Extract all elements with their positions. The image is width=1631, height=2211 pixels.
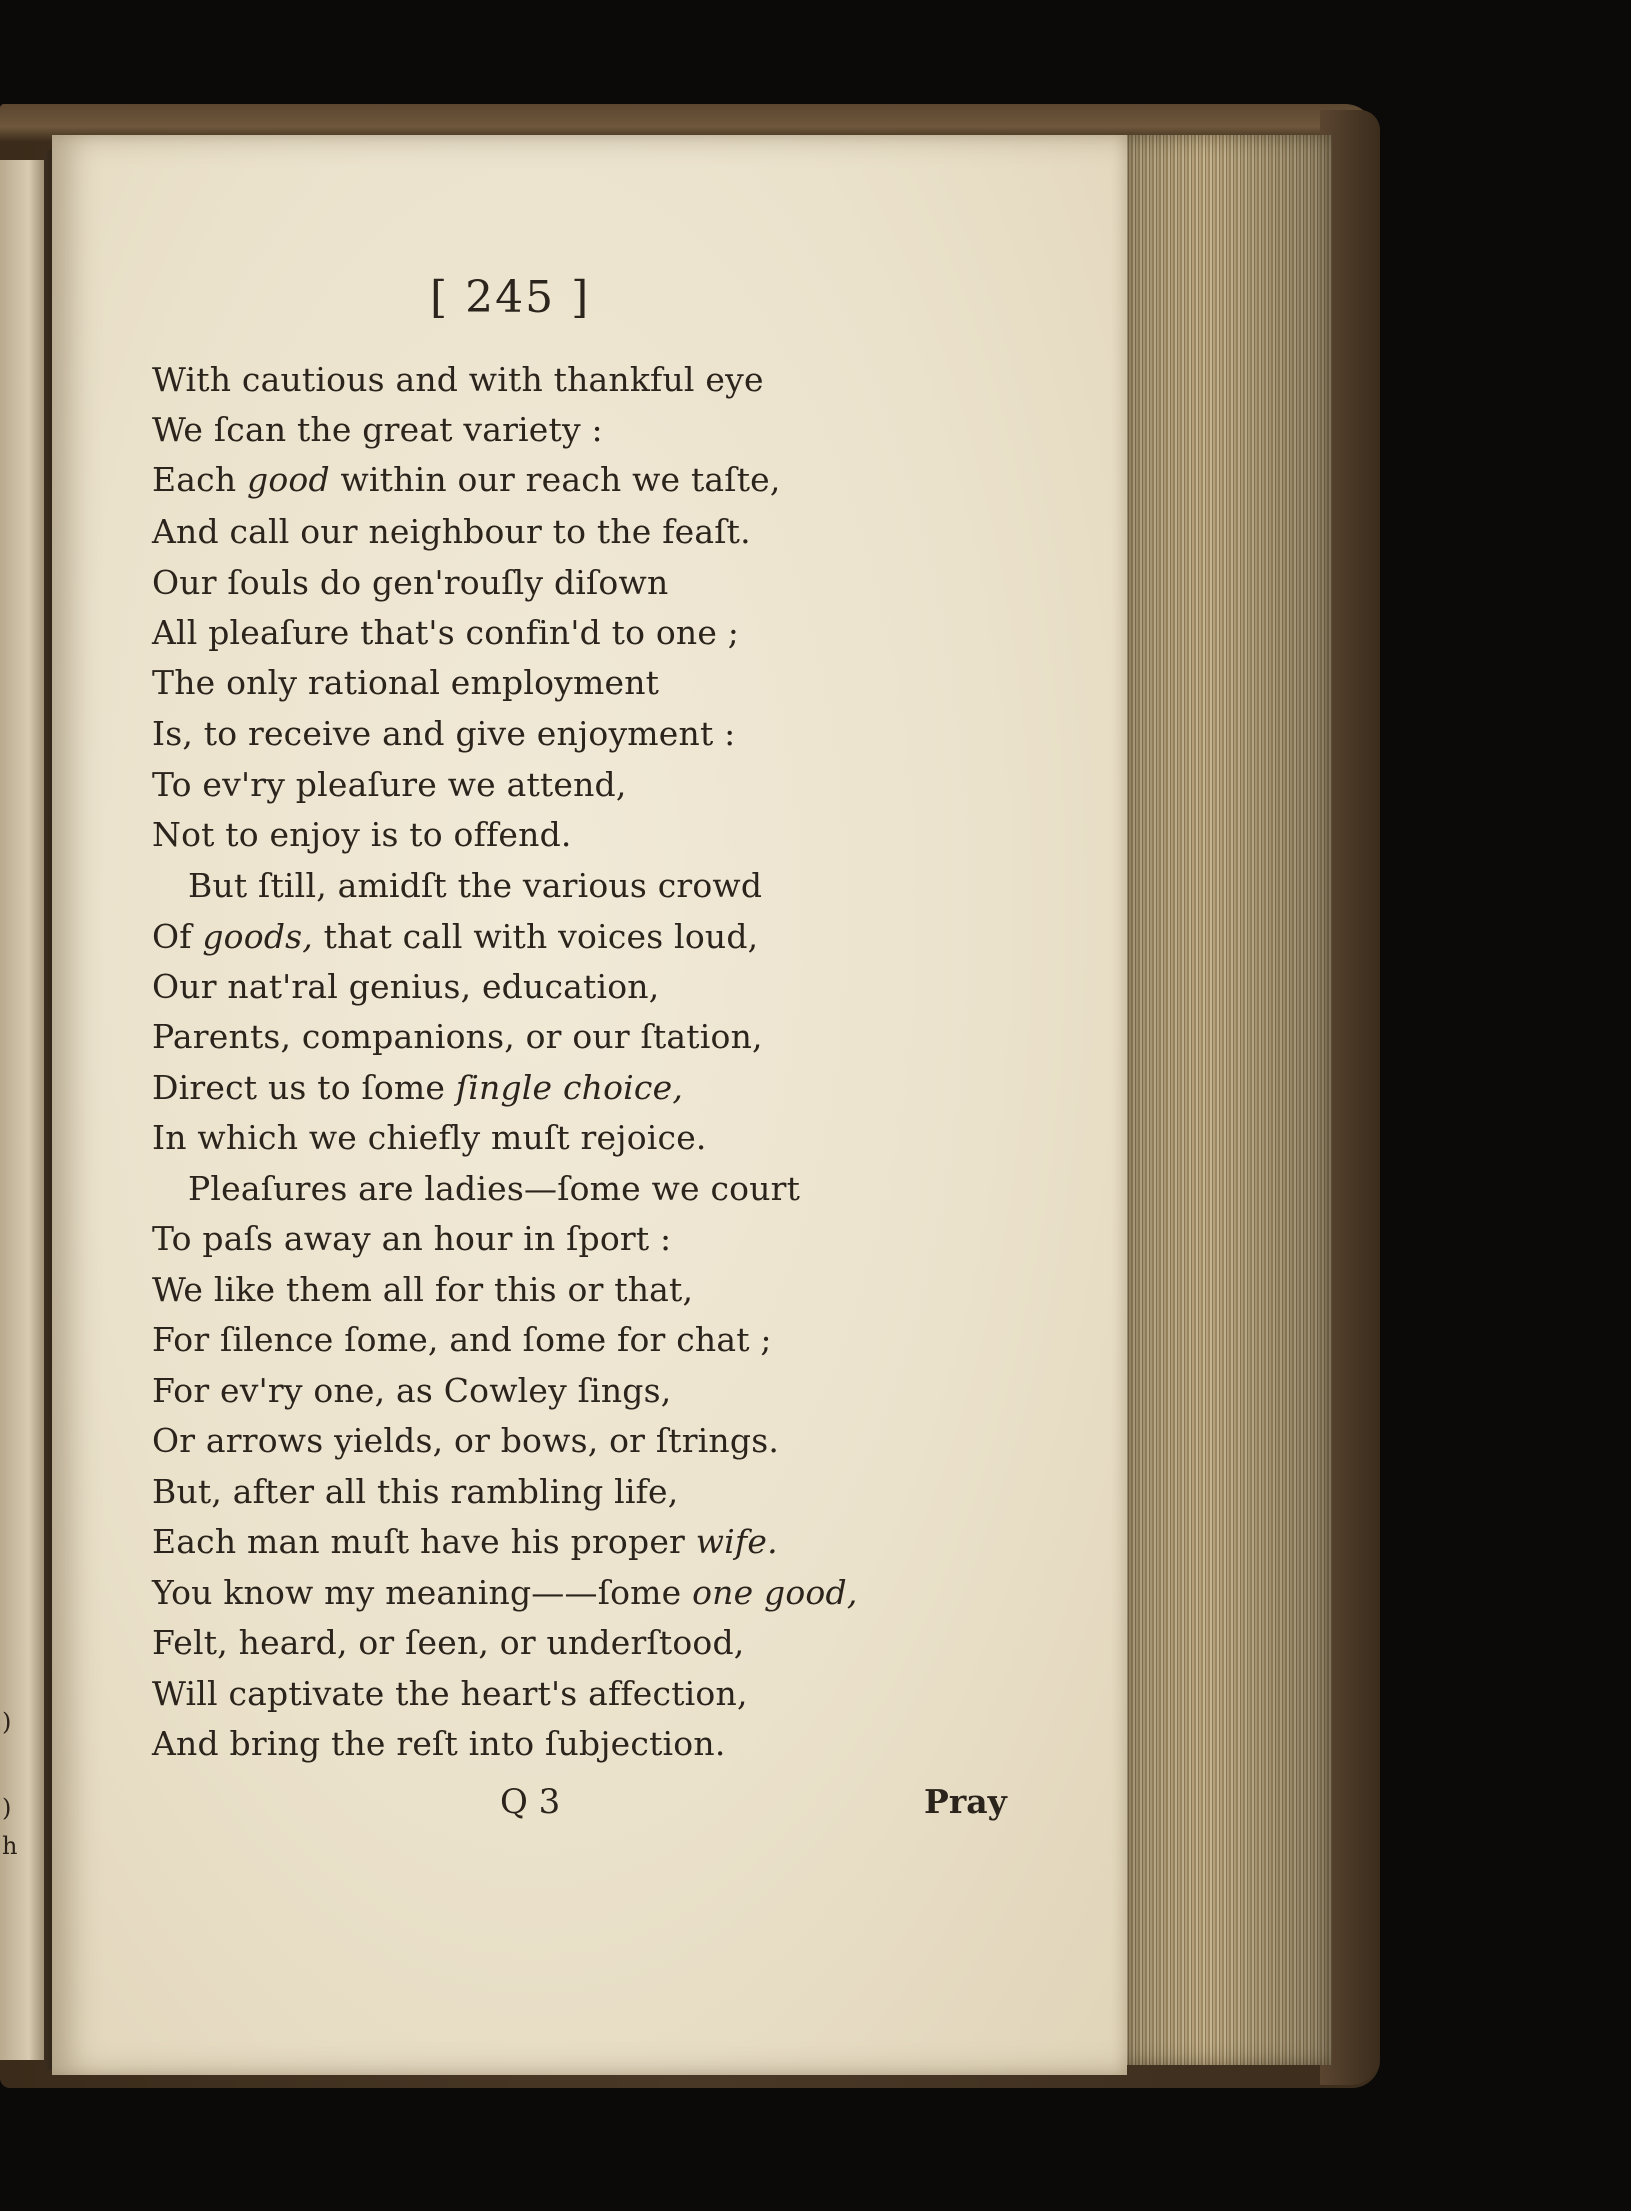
verse-text: The only rational employment (152, 663, 660, 702)
verse-text: Of (152, 917, 203, 956)
verse-text: You know my meaning——ſome (152, 1573, 693, 1612)
verse-line (152, 563, 668, 602)
catchword: Pray (924, 1782, 1007, 1821)
verse-text: Pleaſures are ladies—ſome we court (188, 1169, 801, 1208)
verse-text: Felt, heard, or ſeen, or underſtood, (152, 1623, 745, 1662)
verse-line (152, 460, 781, 499)
verse-line (152, 613, 739, 652)
verse-line (152, 1623, 744, 1662)
verse-text: In which we chiefly muſt rejoice. (152, 1118, 707, 1157)
verse-line (152, 1068, 683, 1107)
verse-text: To paſs away an hour in ſport : (152, 1219, 672, 1258)
left-page-mark: h (2, 1832, 18, 1860)
verse-text: We like them all for this or that, (152, 1270, 694, 1309)
verse-text: Each (152, 460, 247, 499)
verse-text: within our reach we taſte, (329, 460, 781, 499)
verse-line (152, 360, 764, 399)
italic-text: one good, (692, 1573, 858, 1612)
verse-text: But ſtill, amidſt the various crowd (188, 866, 763, 905)
verse-line (152, 1371, 671, 1410)
verse-text: With cautious and with thankful eye (152, 360, 764, 399)
italic-text: ſingle choice, (455, 1068, 684, 1107)
verse-line (152, 765, 627, 804)
page-number: [ 245 ] (430, 272, 591, 323)
verse-line (152, 1320, 772, 1359)
verse-line (152, 663, 659, 702)
verse-line (152, 1219, 671, 1258)
verse-line (152, 1522, 778, 1561)
italic-text: goods, (202, 917, 313, 956)
verse-text: And call our neighbour to the feaſt. (152, 512, 751, 551)
left-page-mark: ) (2, 1794, 12, 1822)
verse-text: that call with voices loud, (312, 917, 759, 956)
verse-text: We ſcan the great variety : (152, 410, 603, 449)
verse-text: For ev'ry one, as Cowley ſings, (152, 1371, 672, 1410)
verse-text: But, after all this rambling life, (152, 1472, 679, 1511)
verse-line (152, 1017, 763, 1056)
italic-text: good (247, 460, 330, 499)
verse-line (152, 410, 603, 449)
verse-text: Our ſouls do gen'rouſly diſown (152, 563, 669, 602)
verse-text: Not to enjoy is to offend. (152, 815, 572, 854)
verse-text: Or arrows yields, or bows, or ſtrings. (152, 1421, 780, 1460)
verse-text: All pleaſure that's confin'd to one ; (152, 613, 740, 652)
verse-line (188, 866, 762, 905)
signature-mark: Q 3 (500, 1782, 561, 1822)
verse-line (152, 967, 659, 1006)
verse-text: Is, to receive and give enjoyment : (152, 714, 736, 753)
verse-text: Each man muſt have his proper (152, 1522, 696, 1561)
verse-text: To ev'ry pleaſure we attend, (152, 765, 627, 804)
italic-text: wife. (695, 1522, 778, 1561)
verse-line (152, 512, 751, 551)
verse-text: Our nat'ral genius, education, (152, 967, 660, 1006)
verse-text: And bring the reſt into ſubjection. (152, 1724, 726, 1763)
verse-line (152, 1724, 726, 1763)
verse-text: Parents, companions, or our ſtation, (152, 1017, 763, 1056)
verse-line (152, 1674, 748, 1713)
verse-line (152, 1270, 693, 1309)
verse-line (152, 815, 572, 854)
verse-text: Will captivate the heart's affection, (152, 1674, 748, 1713)
verse-line (152, 917, 758, 956)
verse-line (152, 1421, 779, 1460)
verse-text: Direct us to ſome (152, 1068, 456, 1107)
verse-line (152, 714, 735, 753)
verse-text: For ſilence ſome, and ſome for chat ; (152, 1320, 772, 1359)
verse-line (152, 1118, 707, 1157)
verse-line (188, 1169, 800, 1208)
left-page-mark: ) (2, 1708, 12, 1736)
verse-line (152, 1472, 678, 1511)
verse-line (152, 1573, 858, 1612)
